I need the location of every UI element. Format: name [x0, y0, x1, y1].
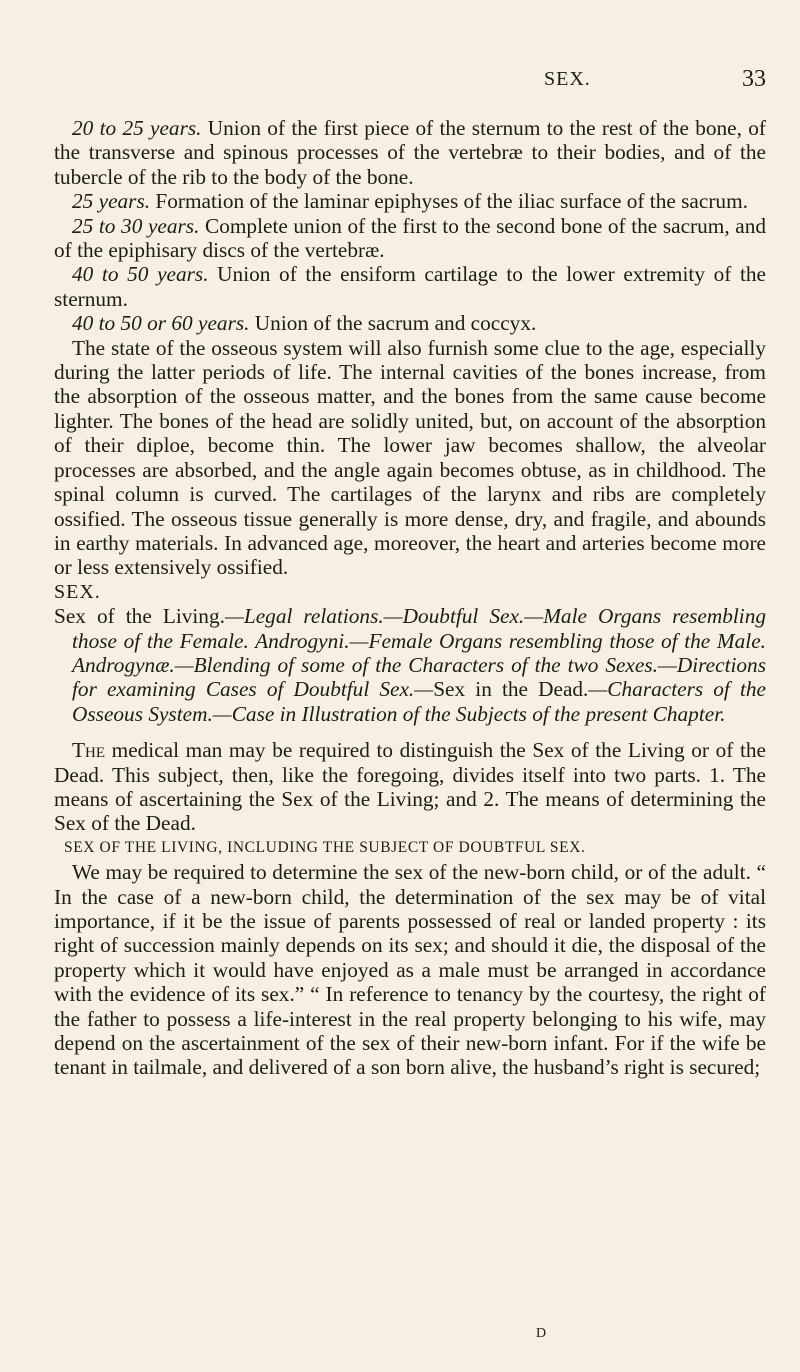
- section-title: SEX.: [54, 580, 101, 603]
- running-title: SEX.: [544, 68, 591, 90]
- subheading: SEX OF THE LIVING, INCLUDING THE SUBJECT OF DOUBTFUL SEX.: [64, 838, 586, 856]
- age-range: 25 years.: [72, 189, 151, 214]
- running-header: [0, 68, 800, 98]
- summary-lead: Sex of the Living.: [54, 604, 225, 629]
- age-description: Union of the sacrum and coccyx.: [249, 311, 537, 336]
- age-entry: [54, 262, 766, 311]
- age-description: Complete union of the first to the second bone of the sacrum, and of the epiphisary discs of the vertebræ.: [54, 213, 766, 263]
- body-text: [54, 116, 766, 1080]
- age-description: Formation of the laminar epiphyses of the iliac surface of the sacrum.: [150, 189, 748, 214]
- age-range: 20 to 25 years.: [72, 116, 202, 140]
- summary-italic: —Legal relations.—Doubtful Sex.—Male Organs resembling those of the Female. Androgyni.—Female Organs resembling those of the Male. Androgynæ.—Blending of some of the Characters of the two Sexes.—Directions for examining Cases of Doubtful Sex.—: [72, 604, 766, 702]
- osseous-paragraph: The state of the osseous system will also furnish some clue to the age, especially during the latter periods of life. The internal cavities of the bones increase, from the absorption of the osseous matter, and the bones from the same cause become lighter. The bones of the head are solidly united, but, on account of the absorption of their diploe, become thin. The lower jaw becomes shallow, the alveolar processes are absorbed, and the angle again becomes obtuse, as in childhood. The spinal column is curved. The cartilages of the larynx and ribs are completely ossified. The osseous tissue generally is more dense, dry, and fragile, and abounds in earthy materials. In advanced age, moreover, the heart and arteries become more or less extensively ossified.: [54, 335, 766, 580]
- summary-mid: Sex in the Dead.: [433, 677, 589, 702]
- intro-text: medical man may be required to distinguish the Sex of the Living or of the Dead. This subject, then, like the foregoing, divides itself into two parts. 1. The means of ascertaining the Sex of the Living; and 2. The means of determining the Sex of the Dead.: [54, 738, 766, 836]
- age-description: Union of the ensiform cartilage to the lower extremity of the sternum.: [54, 262, 766, 311]
- page-number: 33: [742, 66, 766, 92]
- age-range: 25 to 30 years.: [72, 213, 200, 238]
- age-entry: [54, 311, 766, 335]
- intro-paragraph: [54, 738, 766, 836]
- summary-tail: —Characters of the Osseous System.—Case in Illustration of the Subjects of the present Chapter.: [72, 677, 766, 726]
- last-paragraph: We may be required to determine the sex of the new-born child, or of the adult. “ In the case of a new-born child, the determination of the sex may be of vital importance, if it be the issue of parents possessed of real or landed property : its right of succession mainly depends on its sex; and should it die, the disposal of the property which it would have enjoyed as a male must be arranged in accordance with the evidence of its sex.” “ In reference to tenancy by the courtesy, the right of the father to possess a life-interest in the real property belonging to his wife, may depend on the ascertainment of the sex of their new-born infant. For if the wife be tenant in tailmale, and delivered of a son born alive, the husband’s right is secured;: [54, 860, 766, 1080]
- age-range: 40 to 50 years.: [72, 262, 209, 287]
- intro-first-word: The: [72, 738, 106, 763]
- signature-mark: D: [536, 1326, 547, 1341]
- age-entry: [54, 214, 766, 263]
- age-description: Union of the first piece of the sternum to the rest of the bone, of the transverse and spinous processes of the vertebræ to their bodies, and of the tubercle of the rib to the body of the bone.: [54, 116, 766, 189]
- age-range: 40 to 50 or 60 years.: [72, 311, 250, 336]
- age-entry: [54, 189, 766, 213]
- chapter-summary: [54, 604, 766, 726]
- age-entry: [54, 116, 766, 189]
